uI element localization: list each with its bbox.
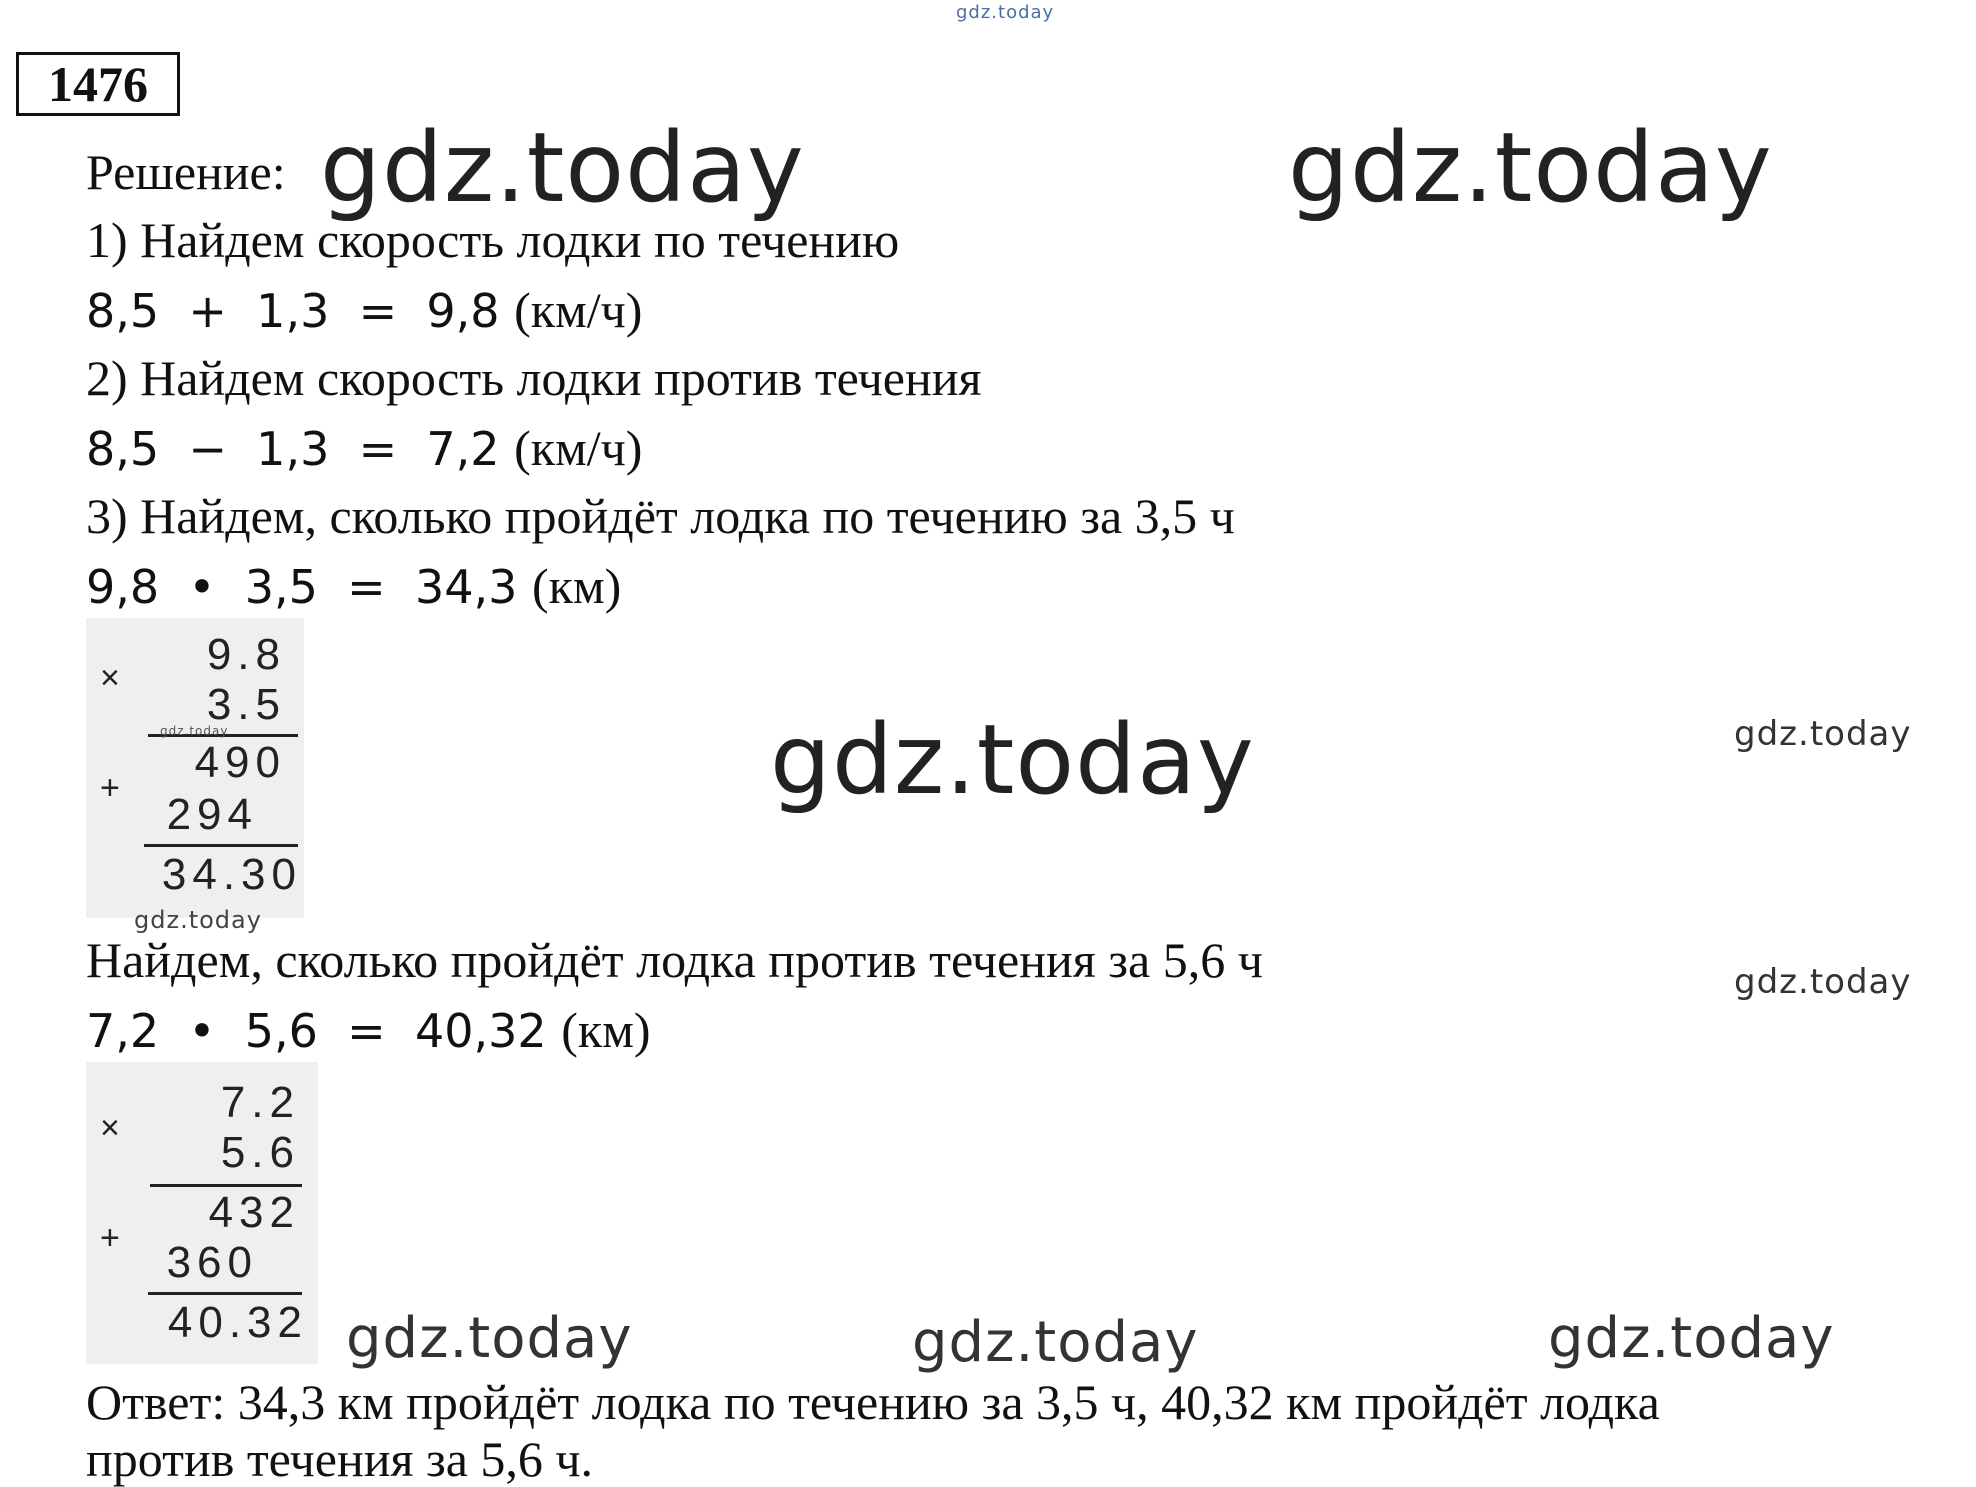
step4-expr: 7,2 • 5,6 = 40,32: [86, 1004, 547, 1058]
solution-label: Решение:: [86, 144, 286, 200]
product-result: 34.30: [161, 850, 302, 899]
partial-product-2: 360: [166, 1238, 258, 1287]
problem-number-box: [16, 52, 180, 116]
factor-1: 9.8: [206, 630, 286, 679]
partial-product-1: 490: [194, 738, 286, 787]
watermark-top: gdz.today: [956, 2, 1055, 23]
step3-unit: (км): [532, 558, 622, 614]
watermark-header-right: gdz.today: [1288, 112, 1773, 224]
plus-sign: +: [100, 769, 120, 807]
step2-text: 2) Найдем скорость лодки против течения: [86, 350, 982, 406]
partial-product-2: 294: [166, 790, 258, 839]
step1-text: 1) Найдем скорость лодки по течению: [86, 212, 900, 268]
step3-text: 3) Найдем, сколько пройдёт лодка по течению за 3,5 ч: [86, 488, 1235, 544]
watermark-header-left: gdz.today: [320, 112, 805, 224]
watermark-right-2: gdz.today: [1734, 962, 1912, 1002]
step2-expr: 8,5 − 1,3 = 7,2: [86, 422, 500, 476]
watermark-bottom-right: gdz.today: [1548, 1306, 1835, 1371]
partial-product-1: 432: [208, 1188, 300, 1237]
factor-2: 5.6: [220, 1128, 300, 1177]
multiply-sign: ×: [100, 659, 120, 697]
column-multiplication-2: [86, 1062, 318, 1364]
watermark-under-calc1: gdz.today: [134, 906, 262, 934]
step3-expression: [86, 556, 621, 617]
step2-unit: (км/ч): [514, 420, 643, 476]
step3-expr: 9,8 • 3,5 = 34,3: [86, 560, 518, 614]
factor-1: 7.2: [220, 1078, 300, 1127]
step4-text: Найдем, сколько пройдёт лодка против течения за 5,6 ч: [86, 932, 1263, 988]
column-multiplication-1: [86, 618, 304, 918]
multiply-sign: ×: [100, 1109, 120, 1147]
watermark-middle: gdz.today: [770, 704, 1255, 816]
step1-expression: [86, 280, 642, 341]
plus-sign: +: [100, 1219, 120, 1257]
step1-unit: (км/ч): [514, 282, 643, 338]
divider-line: [150, 1184, 302, 1187]
step4-unit: (км): [561, 1002, 651, 1058]
divider-line: [144, 844, 298, 847]
step1-expr: 8,5 + 1,3 = 9,8: [86, 284, 500, 338]
problem-number: 1476: [48, 56, 148, 112]
divider-line: [148, 1292, 302, 1295]
step4-expression: [86, 1000, 651, 1061]
watermark-bottom-center: gdz.today: [912, 1310, 1199, 1375]
step2-expression: [86, 418, 642, 479]
answer-line-2: против течения за 5,6 ч.: [86, 1431, 594, 1487]
answer-line-1: Ответ: 34,3 км пройдёт лодка по течению за 3,5 ч, 40,32 км пройдёт лодка: [86, 1374, 1660, 1430]
watermark-calc: gdz.today: [160, 724, 229, 738]
product-result: 40.32: [167, 1298, 308, 1347]
factor-2: 3.5: [206, 680, 286, 729]
watermark-bottom-left: gdz.today: [346, 1306, 633, 1371]
watermark-right-1: gdz.today: [1734, 714, 1912, 754]
